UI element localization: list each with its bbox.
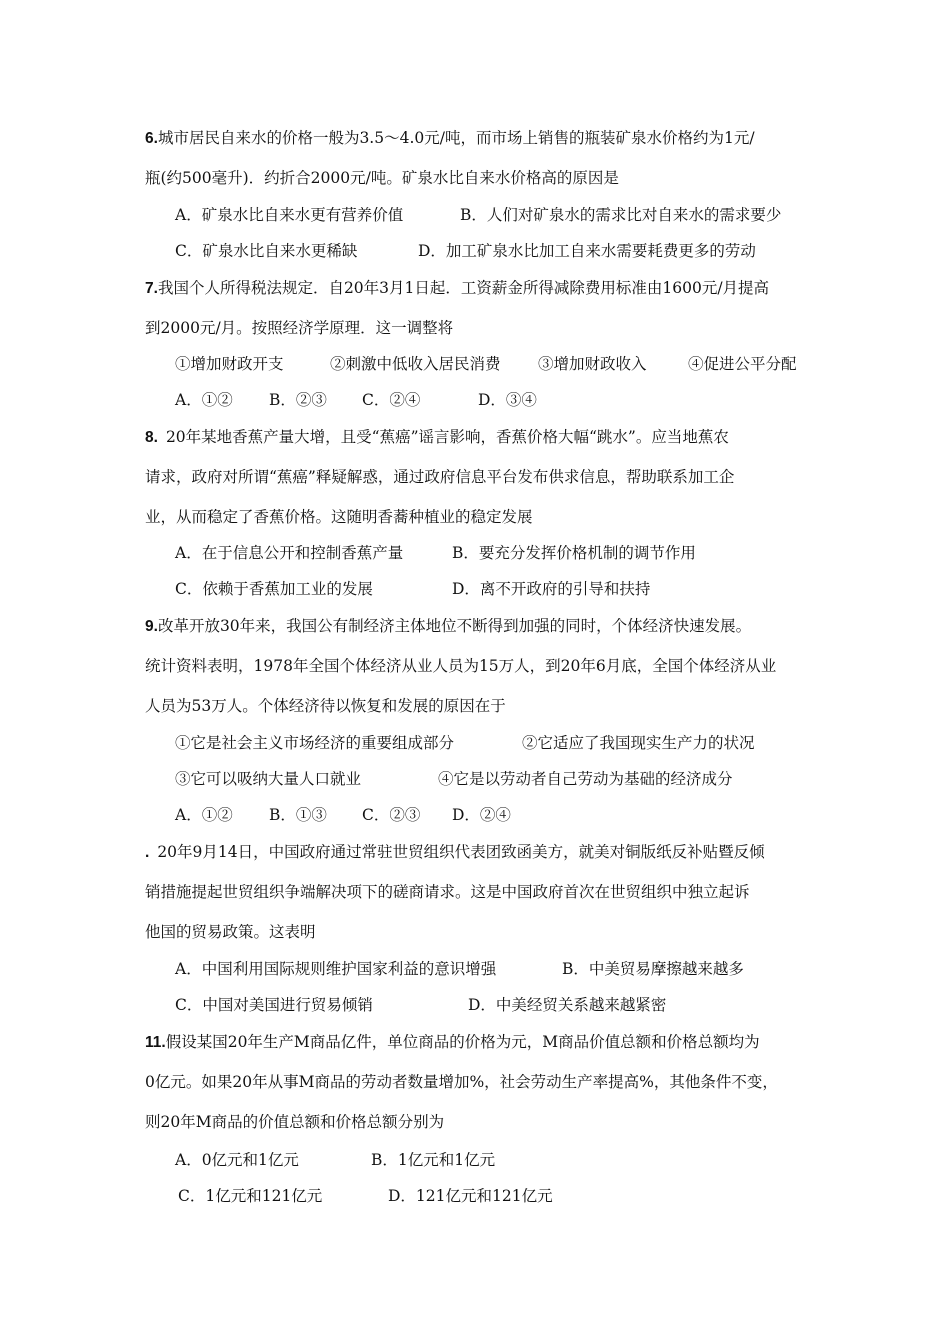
q6-stem-line-2: 瓶(约500毫升)．约折合2000元/吨。矿泉水比自来水价格高的原因是	[145, 169, 619, 187]
q10-option-d: D．中美经贸关系越来越紧密	[468, 996, 667, 1014]
q11-number: 11.	[145, 1034, 166, 1051]
q11-stem-line-1	[145, 1032, 760, 1053]
q6-option-c: C．矿泉水比自来水更稀缺	[175, 242, 358, 260]
q8-stem-line-3: 业，从而稳定了香蕉价格。这随明香蕎种植业的稳定发展	[145, 508, 533, 526]
q11-option-a: A．0亿元和1亿元	[175, 1151, 299, 1169]
q9-stem-line-1	[145, 616, 751, 637]
q9-stem-line-3: 人员为53万人。个体经济待以恢复和发展的原因在于	[145, 697, 506, 715]
q7-stem-text-1: 我国个人所得税法规定．自20年3月1日起．工资薪金所得减除费用标准由1600元/月提高	[157, 279, 770, 297]
q8-option-d: D．离不开政府的引导和扶持	[452, 580, 651, 598]
q11-option-d: D．121亿元和121亿元	[388, 1187, 553, 1205]
q9-option-a: A．①②	[175, 806, 233, 824]
q8-option-b: B．要充分发挥价格机制的调节作用	[452, 544, 696, 562]
q9-item-2: ②它适应了我国现实生产力的状况	[522, 734, 755, 752]
q7-stem-line-2: 到2000元/月。按照经济学原理．这一调整将	[145, 319, 454, 337]
q10-option-a: A．中国利用国际规则维护国家利益的意识增强	[175, 960, 497, 978]
q11-stem-text-1: 假设某国20年生产M商品亿件，单位商品的价格为元，M商品价值总额和价格总额均为	[165, 1033, 760, 1051]
q11-stem-line-2: 0亿元。如果20年从事M商品的劳动者数量增加%，社会劳动生产率提高%，其他条件不变，	[145, 1073, 778, 1091]
q10-option-b: B．中美贸易摩擦越来越多	[562, 960, 744, 978]
q7-option-b: B．②③	[269, 391, 327, 409]
q11-option-c: C．1亿元和121亿元	[178, 1187, 323, 1205]
q6-option-a: A．矿泉水比自来水更有营养价值	[175, 206, 404, 224]
q10-number: .	[145, 844, 150, 861]
q11-option-b: B．1亿元和1亿元	[371, 1151, 496, 1169]
q7-item-1: ①增加财政开支	[175, 355, 284, 373]
q9-stem-line-2: 统计资料表明，1978年全国个体经济从业人员为15万人，到20年6月底，全国个体经济从业	[145, 657, 777, 675]
q7-stem-line-1	[145, 278, 769, 299]
q7-option-d: D．③④	[478, 391, 537, 409]
q10-stem-line-1	[145, 842, 765, 863]
q9-item-1: ①它是社会主义市场经济的重要组成部分	[175, 734, 455, 752]
q7-option-a: A．①②	[175, 391, 233, 409]
q9-option-d: D．②④	[452, 806, 511, 824]
q6-number: 6.	[145, 130, 158, 147]
q9-option-b: B．①③	[269, 806, 327, 824]
q8-option-a: A．在于信息公开和控制香蕉产量	[175, 544, 404, 562]
q6-option-b: B．人们对矿泉水的需求比对自来水的需求要少	[460, 206, 782, 224]
q9-option-c: C．②③	[362, 806, 421, 824]
q11-stem-line-3: 则20年M商品的价值总额和价格总额分别为	[145, 1113, 445, 1131]
q6-stem-text-1: 城市居民自来水的价格一般为3.5～4.0元/吨，而市场上销售的瓶装矿泉水价格约为1元/	[157, 129, 755, 147]
q8-option-c: C．依赖于香蕉加工业的发展	[175, 580, 373, 598]
q7-option-c: C．②④	[362, 391, 421, 409]
q7-item-4: ④促进公平分配	[688, 355, 797, 373]
q8-stem-line-1	[145, 427, 729, 448]
q7-item-3: ③增加财政收入	[538, 355, 647, 373]
q9-number: 9.	[145, 618, 158, 635]
q9-item-4: ④它是以劳动者自己劳动为基础的经济成分	[438, 770, 733, 788]
q10-stem-line-3: 他国的贸易政策。这表明	[145, 923, 316, 941]
q9-item-3: ③它可以吸纳大量人口就业	[175, 770, 362, 788]
q8-stem-line-2: 请求，政府对所谓“蕉癌”释疑解惑，通过政府信息平台发布供求信息，帮助联系加工企	[145, 468, 735, 486]
q10-stem-text-1: 20年9月14日，中国政府通过常驻世贸组织代表团致函美方，就美对铜版纸反补贴暨反倾	[157, 843, 765, 861]
q6-option-d: D．加工矿泉水比加工自来水需要耗费更多的劳动	[418, 242, 756, 260]
q10-option-c: C．中国对美国进行贸易倾销	[175, 996, 373, 1014]
q7-number: 7.	[145, 280, 158, 297]
q7-item-2: ②刺激中低收入居民消费	[330, 355, 501, 373]
q8-stem-text-1: 20年某地香蕉产量大增，且受“蕉癌”谣言影响，香蕉价格大幅“跳水”。应当地蕉农	[165, 428, 729, 446]
q9-stem-text-1: 改革开放30年来，我国公有制经济主体地位不断得到加强的同时，个体经济快速发展。	[157, 617, 752, 635]
q10-stem-line-2: 销措施提起世贸组织争端解决项下的磋商请求。这是中国政府首次在世贸组织中独立起诉	[145, 883, 750, 901]
q6-stem-line-1	[145, 128, 755, 149]
q8-number: 8.	[145, 429, 158, 446]
